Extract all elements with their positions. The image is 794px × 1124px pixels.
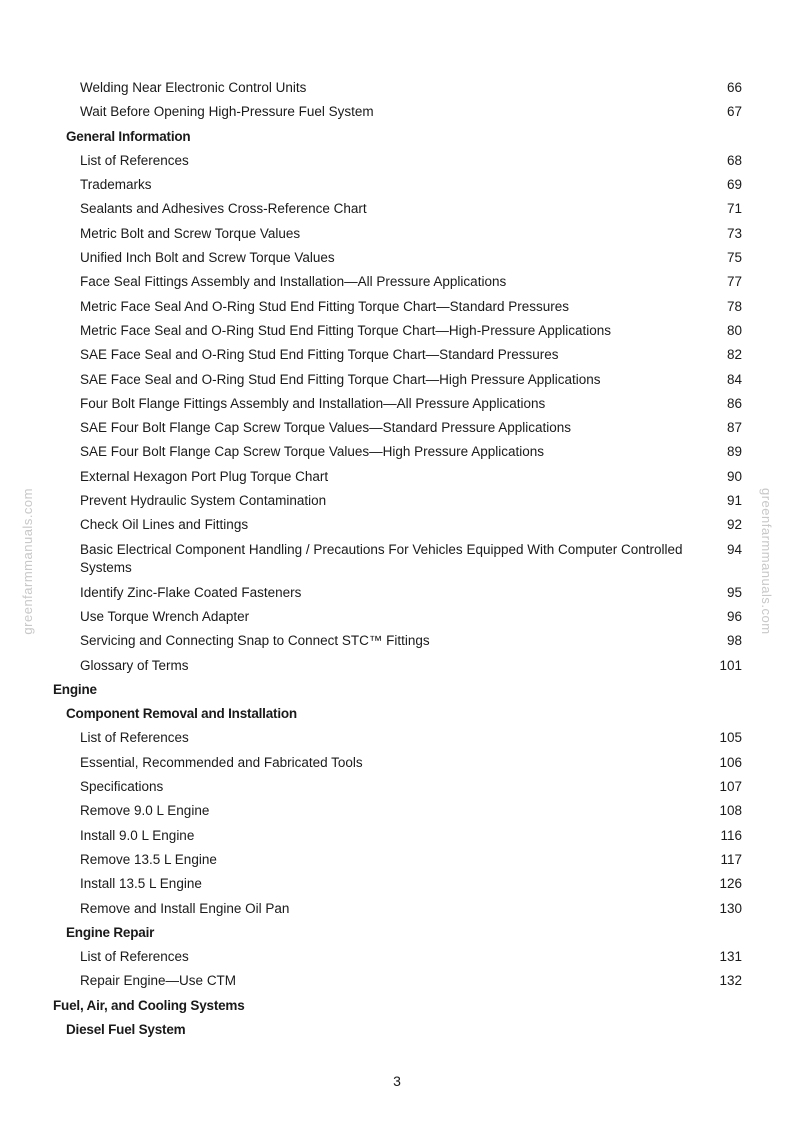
toc-page-number: 67 [726, 104, 742, 120]
toc-entry[interactable] [0, 76, 794, 100]
toc-entry[interactable] [0, 246, 794, 270]
toc-title: Diesel Fuel System [66, 1021, 186, 1037]
toc-title: Remove 9.0 L Engine [80, 803, 210, 819]
toc-page-number: 82 [726, 347, 742, 363]
toc-page-number: 105 [719, 730, 742, 746]
toc-page-number: 101 [719, 657, 742, 673]
toc-title: Face Seal Fittings Assembly and Installation—All Pressure Applications [80, 274, 507, 290]
watermark-left: greenfarmmanuals.com [20, 488, 35, 635]
toc-page-number: 98 [726, 633, 742, 649]
toc-entry[interactable] [0, 343, 794, 367]
toc-page-number: 106 [719, 754, 742, 770]
toc-entry[interactable] [0, 726, 794, 750]
toc-entry[interactable] [0, 945, 794, 969]
toc-title: Servicing and Connecting Snap to Connect STC™ Fittings [80, 633, 430, 649]
toc-title: Glossary of Terms [80, 657, 189, 673]
toc-title: Specifications [80, 779, 164, 795]
toc-title: Identify Zinc-Flake Coated Fasteners [80, 584, 302, 600]
toc-title: SAE Four Bolt Flange Cap Screw Torque Values—Standard Pressure Applications [80, 420, 572, 436]
toc-page-number: 94 [726, 541, 742, 557]
toc-title: Remove and Install Engine Oil Pan [80, 900, 290, 916]
toc-title: List of References [80, 730, 189, 746]
toc-entry[interactable] [0, 872, 794, 896]
toc-title: Engine Repair [66, 924, 155, 940]
toc-title: Install 9.0 L Engine [80, 827, 195, 843]
toc-entry[interactable] [0, 295, 794, 319]
toc-page-number: 96 [726, 608, 742, 624]
toc-entry[interactable] [0, 848, 794, 872]
toc-title: Basic Electrical Component Handling / Precautions For Vehicles Equipped With Computer Controlled Systems [80, 541, 683, 575]
toc-page-number: 95 [726, 584, 742, 600]
toc-section-heading [0, 702, 794, 726]
toc-page-number: 90 [726, 468, 742, 484]
toc-page-number: 77 [726, 274, 742, 290]
toc-page-number: 69 [726, 177, 742, 193]
toc-page-number: 71 [726, 201, 742, 217]
toc-section-heading [0, 125, 794, 149]
toc-entry[interactable] [0, 538, 794, 581]
toc-entry[interactable] [0, 605, 794, 629]
toc-title: Welding Near Electronic Control Units [80, 80, 307, 95]
toc-title: Use Torque Wrench Adapter [80, 608, 250, 624]
toc-section-heading [0, 1018, 794, 1042]
toc-title: Fuel, Air, and Cooling Systems [53, 997, 245, 1013]
toc-title: SAE Four Bolt Flange Cap Screw Torque Values—High Pressure Applications [80, 444, 544, 460]
toc-page-number: 80 [726, 322, 742, 338]
toc-entry[interactable] [0, 416, 794, 440]
toc-entry[interactable] [0, 197, 794, 221]
toc-page-number: 89 [726, 444, 742, 460]
toc-entry[interactable] [0, 222, 794, 246]
toc-title: External Hexagon Port Plug Torque Chart [80, 468, 329, 484]
toc-entry[interactable] [0, 319, 794, 343]
toc-title: SAE Face Seal and O-Ring Stud End Fitting Torque Chart—High Pressure Applications [80, 371, 601, 387]
toc-entry[interactable] [0, 513, 794, 537]
toc-title: Sealants and Adhesives Cross-Reference Chart [80, 201, 367, 217]
toc-page-number: 117 [720, 851, 742, 867]
toc-entry[interactable] [0, 629, 794, 653]
watermark-right: greenfarmmanuals.com [759, 488, 774, 635]
toc-title: Wait Before Opening High-Pressure Fuel System [80, 104, 374, 120]
toc-entry[interactable] [0, 775, 794, 799]
toc-title: Component Removal and Installation [66, 706, 297, 722]
toc-page-number: 68 [726, 152, 742, 168]
toc-title: Trademarks [80, 177, 152, 193]
toc-title: Four Bolt Flange Fittings Assembly and Installation—All Pressure Applications [80, 395, 546, 411]
toc-entry[interactable] [0, 897, 794, 921]
toc-entry[interactable] [0, 969, 794, 993]
toc-entry[interactable] [0, 440, 794, 464]
toc-title: Repair Engine—Use CTM [80, 973, 237, 989]
toc-page-number: 130 [719, 900, 742, 916]
toc-page-number: 91 [726, 493, 742, 509]
toc-entry[interactable] [0, 581, 794, 605]
toc-entry[interactable] [0, 654, 794, 678]
toc-page-number: 86 [726, 395, 742, 411]
toc-entry[interactable] [0, 489, 794, 513]
toc-title: Metric Bolt and Screw Torque Values [80, 225, 301, 241]
toc-chapter-heading [0, 994, 794, 1018]
toc-page-number: 84 [726, 371, 742, 387]
toc-page-number: 73 [726, 225, 742, 241]
table-of-contents [0, 76, 794, 1042]
toc-entry[interactable] [0, 270, 794, 294]
page-number: 3 [393, 1073, 401, 1089]
toc-title: Engine [53, 681, 97, 697]
toc-page-number: 66 [726, 80, 742, 95]
toc-title: Essential, Recommended and Fabricated Tools [80, 754, 363, 770]
toc-title: List of References [80, 949, 189, 965]
toc-entry[interactable] [0, 100, 794, 124]
toc-page-number: 78 [726, 298, 742, 314]
toc-entry[interactable] [0, 392, 794, 416]
toc-entry[interactable] [0, 824, 794, 848]
toc-entry[interactable] [0, 368, 794, 392]
toc-page-number: 87 [726, 420, 742, 436]
toc-title: Remove 13.5 L Engine [80, 851, 217, 867]
toc-title: Metric Face Seal And O-Ring Stud End Fitting Torque Chart—Standard Pressures [80, 298, 569, 314]
toc-page-number: 108 [719, 803, 742, 819]
toc-page-number: 116 [720, 827, 742, 843]
toc-entry[interactable] [0, 149, 794, 173]
toc-title: Unified Inch Bolt and Screw Torque Values [80, 250, 335, 266]
toc-title: Metric Face Seal and O-Ring Stud End Fitting Torque Chart—High-Pressure Applications [80, 322, 612, 338]
toc-page-number: 126 [719, 876, 742, 892]
toc-section-heading [0, 921, 794, 945]
toc-title: General Information [66, 128, 191, 144]
toc-title: Prevent Hydraulic System Contamination [80, 493, 327, 509]
toc-page-number: 132 [719, 973, 742, 989]
toc-entry[interactable] [0, 465, 794, 489]
toc-page-number: 131 [719, 949, 742, 965]
toc-page-number: 107 [719, 779, 742, 795]
toc-entry[interactable] [0, 799, 794, 823]
toc-title: List of References [80, 152, 189, 168]
toc-title: Install 13.5 L Engine [80, 876, 202, 892]
toc-chapter-heading [0, 678, 794, 702]
toc-page-number: 75 [726, 250, 742, 266]
toc-title: SAE Face Seal and O-Ring Stud End Fitting Torque Chart—Standard Pressures [80, 347, 559, 363]
toc-title: Check Oil Lines and Fittings [80, 517, 249, 533]
toc-entry[interactable] [0, 751, 794, 775]
toc-page-number: 92 [726, 517, 742, 533]
toc-entry[interactable] [0, 173, 794, 197]
